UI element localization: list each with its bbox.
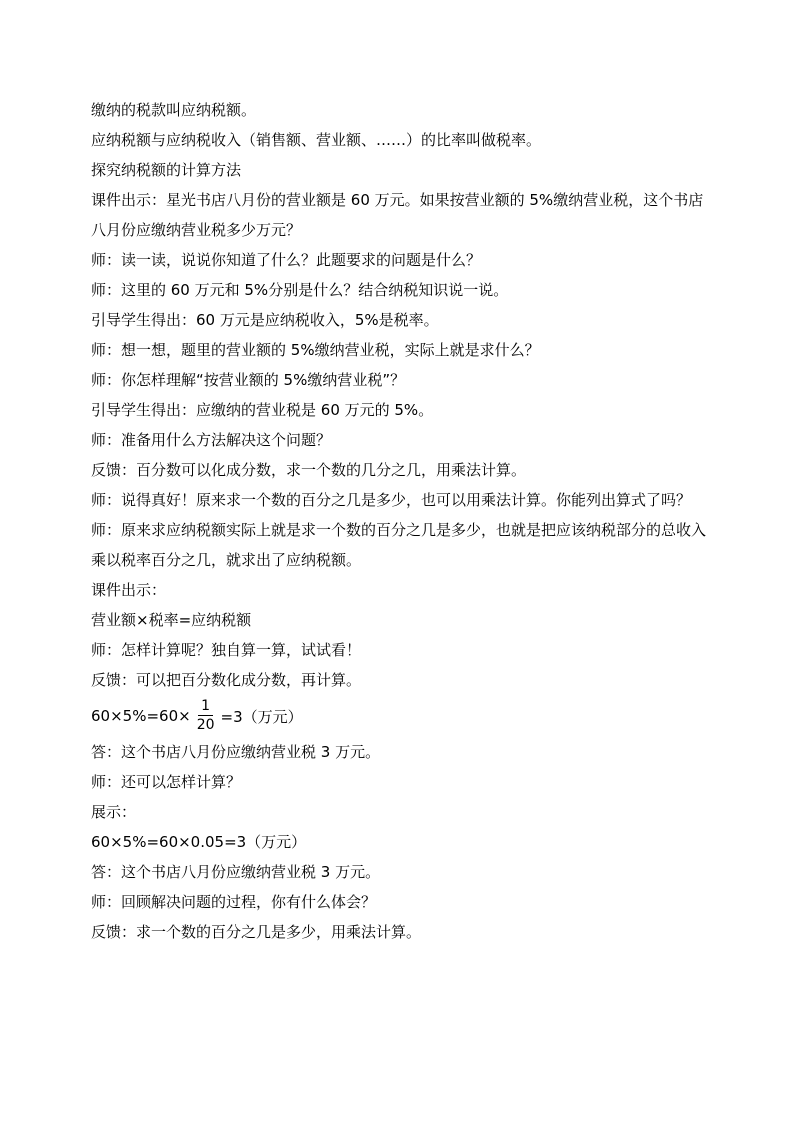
text-line: 课件出示：星光书店八月份的营业额是 60 万元。如果按营业额的 5%缴纳营业税，这个书店八月份应缴纳营业税多少万元？ — [91, 191, 704, 239]
text-line: 师：准备用什么方法解决这个问题？ — [91, 431, 332, 449]
text-line: 师：这里的 60 万元和 5%分别是什么？结合纳税知识说一说。 — [91, 281, 509, 299]
fraction-numerator: 1 — [198, 698, 213, 716]
text-line: 展示： — [91, 803, 137, 821]
text-line: 师：怎样计算呢？独自算一算，试试看！ — [91, 641, 362, 659]
text-line: 反馈：求一个数的百分之几是多少，用乘法计算。 — [91, 923, 422, 941]
fraction — [194, 698, 218, 734]
fraction-denominator: 20 — [196, 717, 215, 733]
text-line: 应纳税额与应纳税收入（销售额、营业额、……）的比率叫做税率。 — [91, 131, 542, 149]
text-line: 答：这个书店八月份应缴纳营业税 3 万元。 — [91, 863, 381, 881]
text-line: 师：读一读，说说你知道了什么？此题要求的问题是什么？ — [91, 251, 482, 269]
text-line: 师：回顾解决问题的过程，你有什么体会？ — [91, 893, 377, 911]
text-line: 答：这个书店八月份应缴纳营业税 3 万元。 — [91, 743, 381, 761]
document-body — [91, 100, 711, 952]
text-line: 师：想一想，题里的营业额的 5%缴纳营业税，实际上就是求什么？ — [91, 341, 540, 359]
fraction-formula — [91, 696, 711, 736]
text-line: 反馈：可以把百分数化成分数，再计算。 — [91, 671, 362, 689]
text-line: 师：还可以怎样计算？ — [91, 773, 242, 791]
text-line: 反馈：百分数可以化成分数，求一个数的几分之几，用乘法计算。 — [91, 461, 527, 479]
section-heading: 探究纳税额的计算方法 — [91, 161, 242, 179]
text-line: 缴纳的税款叫应纳税额。 — [91, 101, 257, 119]
text-line: 师：原来求应纳税额实际上就是求一个数的百分之几是多少，也就是把应该纳税部分的总收入乘以税率百分之几，就求出了应纳税额。 — [91, 521, 707, 569]
formula-text: 60×5%=60×0.05=3（万元） — [91, 833, 307, 851]
text-line: 师：说得真好！原来求一个数的百分之几是多少，也可以用乘法计算。你能列出算式了吗？ — [91, 491, 692, 509]
text-line: 引导学生得出：应缴纳的营业税是 60 万元的 5%。 — [91, 401, 434, 419]
formula-suffix: =3（万元） — [220, 707, 303, 726]
formula-text: 营业额×税率=应纳税额 — [91, 611, 252, 629]
text-line: 师：你怎样理解“按营业额的 5%缴纳营业税”？ — [91, 371, 406, 389]
formula-prefix: 60×5%=60× — [91, 707, 191, 725]
text-line: 课件出示： — [91, 581, 167, 599]
text-line: 引导学生得出：60 万元是应纳税收入，5%是税率。 — [91, 311, 439, 329]
